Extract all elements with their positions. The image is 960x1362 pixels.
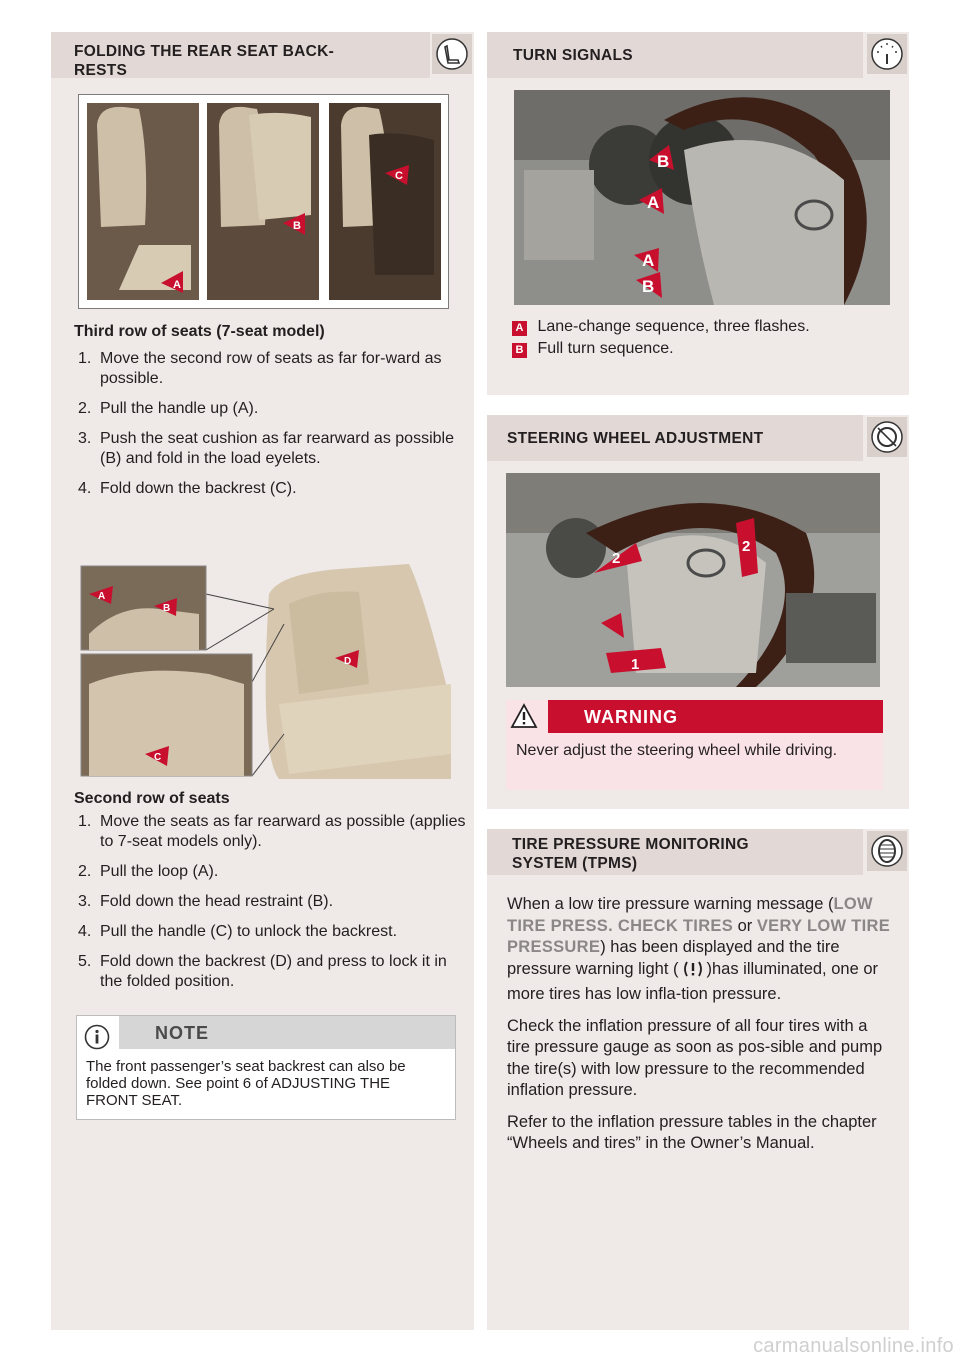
section-title: TURN SIGNALS xyxy=(513,47,633,64)
steering-panel xyxy=(487,415,909,809)
tpms-warning-light-icon xyxy=(682,960,704,985)
turn-signal-figure xyxy=(514,90,890,305)
svg-text:2: 2 xyxy=(612,550,621,567)
right-column xyxy=(487,32,909,1330)
steering-wheel-icon xyxy=(867,417,907,457)
legend-item-a: A Lane-change sequence, three flashes. xyxy=(512,316,810,338)
svg-text:A: A xyxy=(647,193,660,212)
section-title-line2: RESTS xyxy=(74,62,128,79)
footer-watermark: carmanualsonline.info xyxy=(753,1335,954,1357)
seat-folding-figure-third-row xyxy=(78,94,449,309)
list-item: 2. Pull the handle up (A). xyxy=(78,400,259,417)
svg-text:A: A xyxy=(173,279,181,291)
list-item: 4. Fold down the backrest (C). xyxy=(78,480,297,497)
svg-text:B: B xyxy=(657,152,670,171)
gauge-icon xyxy=(867,34,907,74)
svg-text:A: A xyxy=(98,591,106,602)
turn-signals-panel xyxy=(487,32,909,395)
list-item: 1. Move the seats as far rearward as possible (applies to 7-seat models only). xyxy=(78,813,466,850)
section-title-line2: SYSTEM (TPMS) xyxy=(512,855,638,872)
tpms-paragraph-1: When a low tire pressure warning message (LOW TIRE PRESS. CHECK TIRES or VERY LOW TIRE PRESSURE) has been displayed and the tire pressure warning light ( )has illuminated, one or more tires has low infla-tion pressure. xyxy=(507,895,891,1003)
steering-figure xyxy=(506,473,880,687)
warning-box xyxy=(506,700,883,790)
tire-icon xyxy=(867,831,907,871)
warning-text: Never adjust the steering wheel while driving. xyxy=(516,742,838,759)
warning-label: WARNING xyxy=(548,700,883,733)
turn-signal-legend xyxy=(512,316,810,360)
info-icon xyxy=(84,1024,110,1050)
svg-text:1: 1 xyxy=(631,656,640,673)
tpms-paragraph-2: Check the inflation pressure of all four tires with a tire pressure gauge as soon as pos-sible and pump the tire(s) with low pressure to the recommended inflation pressure. xyxy=(507,1016,883,1099)
warning-triangle-icon xyxy=(510,703,538,729)
svg-text:C: C xyxy=(154,752,162,763)
section-title: STEERING WHEEL ADJUSTMENT xyxy=(507,430,764,447)
second-row-heading: Second row of seats xyxy=(74,790,230,807)
svg-text:D: D xyxy=(344,656,352,667)
list-item: 3. Push the seat cushion as far rearward as possible (B) and fold in the load eyelets. xyxy=(78,430,454,467)
note-text: The front passenger’s seat backrest can also be folded down. See point 6 of ADJUSTING THE FRONT SEAT. xyxy=(86,1058,406,1109)
tpms-panel xyxy=(487,829,909,1330)
svg-text:B: B xyxy=(293,220,301,232)
list-item: 1. Move the second row of seats as far for-ward as possible. xyxy=(78,350,442,387)
section-title-line1: TIRE PRESSURE MONITORING xyxy=(512,836,749,853)
svg-text:B: B xyxy=(163,603,171,614)
message-very-low-tire-pressure: VERY LOW TIRE PRESSURE xyxy=(507,916,891,956)
section-header-rear-seat xyxy=(51,32,430,78)
section-header-turn-signals xyxy=(487,32,863,78)
message-low-tire-press: LOW TIRE PRESS. CHECK TIRES xyxy=(507,895,873,935)
seat-icon xyxy=(432,34,472,74)
svg-text:B: B xyxy=(642,277,655,296)
svg-text:2: 2 xyxy=(742,538,751,555)
third-row-steps xyxy=(74,349,464,499)
section-header-steering xyxy=(487,415,863,461)
section-title-line1: FOLDING THE REAR SEAT BACK- xyxy=(74,43,335,60)
badge-a: A xyxy=(512,321,527,336)
svg-text:C: C xyxy=(395,170,403,182)
svg-text:A: A xyxy=(642,251,655,270)
tpms-body xyxy=(507,894,892,1155)
note-label: NOTE xyxy=(119,1016,455,1049)
list-item: 2. Pull the loop (A). xyxy=(78,863,219,880)
list-item: 4. Pull the handle (C) to unlock the backrest. xyxy=(78,923,398,940)
section-header-tpms xyxy=(487,829,863,875)
list-item: 3. Fold down the head restraint (B). xyxy=(78,893,334,910)
badge-b: B xyxy=(512,343,527,358)
third-row-heading: Third row of seats (7-seat model) xyxy=(74,323,325,340)
left-column xyxy=(51,32,474,1330)
note-box xyxy=(76,1015,456,1120)
legend-item-b: B Full turn sequence. xyxy=(512,338,810,360)
list-item: 5. Fold down the backrest (D) and press to lock it in the folded position. xyxy=(78,953,447,990)
seat-folding-figure-second-row xyxy=(79,554,451,779)
tpms-paragraph-3: Refer to the inflation pressure tables in the chapter “Wheels and tires” in the Owner’s Manual. xyxy=(507,1112,877,1152)
second-row-steps xyxy=(74,812,469,992)
